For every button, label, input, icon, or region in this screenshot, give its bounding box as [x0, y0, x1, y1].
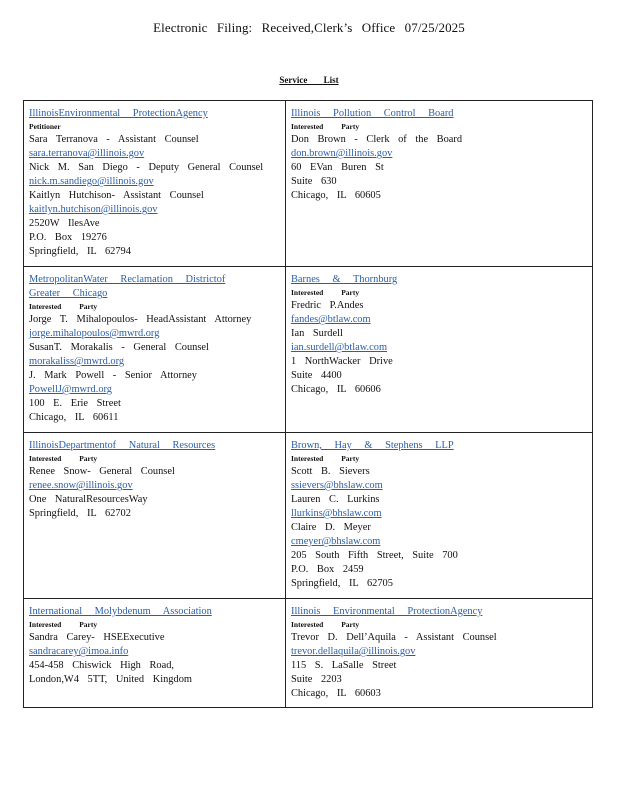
party-role: Interested Party	[29, 454, 98, 463]
organization-link[interactable]: IllinoisEnvironmental ProtectionAgency	[29, 108, 208, 119]
address-line: Springfield, IL 62702	[29, 508, 131, 519]
contact-name: Lauren C. Lurkins	[291, 494, 380, 505]
contact-name: Claire D. Meyer	[291, 522, 371, 533]
contact-name: J. Mark Powell - Senior Attorney	[29, 370, 197, 381]
address-line: One NaturalResourcesWay	[29, 494, 148, 505]
address-line: Chicago, IL 60606	[291, 384, 381, 395]
organization-link[interactable]: Barnes & Thornburg	[291, 274, 398, 285]
service-list-entry	[24, 101, 286, 267]
address-line: Suite 2203	[291, 674, 342, 685]
contact-name: Renee Snow- General Counsel	[29, 466, 175, 477]
organization-link[interactable]: IllinoisDepartmentof Natural Resources	[29, 440, 216, 451]
service-list-entry	[24, 599, 286, 707]
service-list-entry	[24, 433, 286, 599]
organization-link[interactable]: Brown, Hay & Stephens LLP	[291, 440, 454, 451]
service-list-entry	[286, 599, 592, 707]
contact-email-link[interactable]: trevor.dellaquila@illinois.gov	[291, 646, 416, 657]
contact-name: Kaitlyn Hutchison- Assistant Counsel	[29, 190, 204, 201]
address-line: 60 EVan Buren St	[291, 162, 384, 173]
address-line: 2520W IlesAve	[29, 218, 100, 229]
address-line: Springfield, IL 62794	[29, 246, 131, 257]
party-role: Interested Party	[29, 620, 98, 629]
address-line: Chicago, IL 60605	[291, 190, 381, 201]
address-line: P.O. Box 2459	[291, 564, 364, 575]
contact-email-link[interactable]: ian.surdell@btlaw.com	[291, 342, 388, 353]
address-line: 100 E. Erie Street	[29, 398, 121, 409]
contact-name: Don Brown - Clerk of the Board	[291, 134, 463, 145]
party-role: Interested Party	[291, 620, 360, 629]
contact-email-link[interactable]: morakaliss@mwrd.org	[29, 356, 125, 367]
organization-link[interactable]: Greater Chicago	[29, 288, 108, 299]
address-line: 115 S. LaSalle Street	[291, 660, 397, 671]
party-role: Interested Party	[29, 302, 98, 311]
contact-email-link[interactable]: kaitlyn.hutchison@illinois.gov	[29, 204, 158, 215]
party-role: Interested Party	[291, 454, 360, 463]
filing-header: Electronic Filing: Received,Clerk’s Office 07/25/2025	[153, 20, 465, 35]
organization-link[interactable]: MetropolitanWater Reclamation Districtof	[29, 274, 226, 285]
contact-email-link[interactable]: nick.m.sandiego@illinois.gov	[29, 176, 154, 187]
party-role: Interested Party	[291, 288, 360, 297]
address-line: Suite 630	[291, 176, 337, 187]
organization-link[interactable]: Illinois Environmental ProtectionAgency	[291, 606, 483, 617]
contact-name: SusanT. Morakalis - General Counsel	[29, 342, 209, 353]
service-list-entry	[286, 101, 592, 267]
contact-email-link[interactable]: don.brown@illinois.gov	[291, 148, 393, 159]
contact-email-link[interactable]: PowellJ@mwrd.org	[29, 384, 112, 395]
service-list-entry	[286, 433, 592, 599]
service-list-entry	[286, 267, 592, 433]
contact-name: Ian Surdell	[291, 328, 343, 339]
contact-name: Jorge T. Mihalopoulos- HeadAssistant Attorney	[29, 314, 252, 325]
contact-email-link[interactable]: sandracarey@imoa.info	[29, 646, 129, 657]
service-list-table	[23, 100, 593, 708]
contact-name: Trevor D. Dell’Aquila - Assistant Counsel	[291, 632, 497, 643]
contact-name: Scott B. Sievers	[291, 466, 370, 477]
address-line: 1 NorthWacker Drive	[291, 356, 393, 367]
contact-name: Sandra Carey- HSEExecutive	[29, 632, 165, 643]
party-role: Interested Party	[291, 122, 360, 131]
contact-name: Nick M. San Diego - Deputy General Counsel	[29, 162, 264, 173]
address-line: Chicago, IL 60603	[291, 688, 381, 699]
contact-email-link[interactable]: ssievers@bhslaw.com	[291, 480, 383, 491]
contact-email-link[interactable]: fandes@btlaw.com	[291, 314, 371, 325]
address-line: 454-458 Chiswick High Road,	[29, 660, 174, 671]
service-list-title: Service List	[279, 75, 339, 85]
contact-email-link[interactable]: renee.snow@illinois.gov	[29, 480, 133, 491]
contact-name: Fredric P.Andes	[291, 300, 364, 311]
address-line: Springfield, IL 62705	[291, 578, 393, 589]
contact-name: Sara Terranova - Assistant Counsel	[29, 134, 199, 145]
contact-email-link[interactable]: cmeyer@bhslaw.com	[291, 536, 381, 547]
contact-email-link[interactable]: sara.terranova@illinois.gov	[29, 148, 145, 159]
address-line: 205 South Fifth Street, Suite 700	[291, 550, 458, 561]
address-line: London,W4 5TT, United Kingdom	[29, 674, 192, 685]
address-line: Suite 4400	[291, 370, 342, 381]
address-line: P.O. Box 19276	[29, 232, 107, 243]
party-role: Petitioner	[29, 122, 61, 131]
contact-email-link[interactable]: llurkins@bhslaw.com	[291, 508, 382, 519]
service-list-entry	[24, 267, 286, 433]
organization-link[interactable]: International Molybdenum Association	[29, 606, 212, 617]
organization-link[interactable]: Illinois Pollution Control Board	[291, 108, 454, 119]
address-line: Chicago, IL 60611	[29, 412, 119, 423]
contact-email-link[interactable]: jorge.mihalopoulos@mwrd.org	[29, 328, 160, 339]
